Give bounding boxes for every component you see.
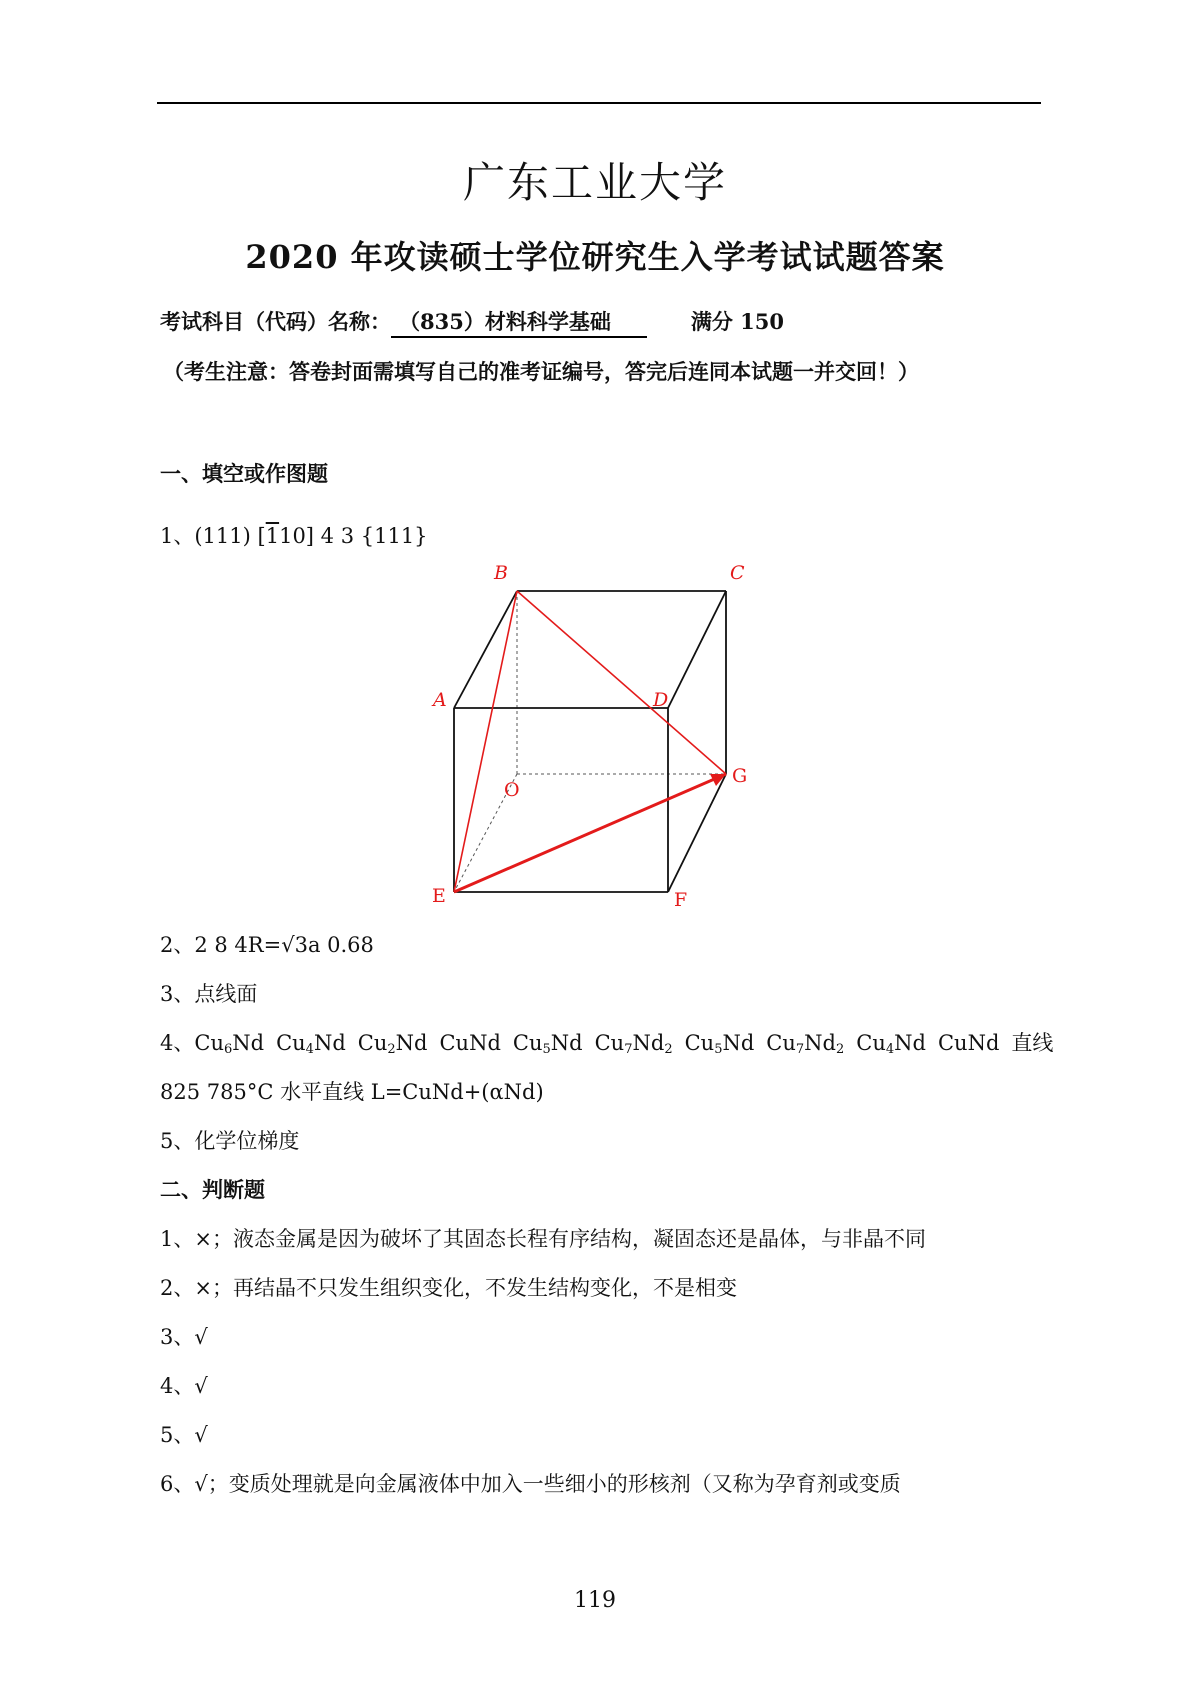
edge-G-F	[668, 774, 726, 892]
subject-label: 考试科目（代码）名称：	[160, 309, 391, 334]
exam-subtitle: 2020 年攻读硕士学位研究生入学考试试题答案	[245, 238, 945, 276]
label-F: F	[674, 889, 688, 911]
overbar-digit: 1	[265, 524, 280, 548]
judgment-6: 6、√；变质处理就是向金属液体中加入一些细小的形核剂（又称为孕育剂或变质	[160, 1472, 901, 1496]
exam-subject-line	[160, 306, 784, 338]
judgment-5: 5、√	[160, 1423, 208, 1447]
answer-1-4-cont: 825 785°C 水平直线 L=CuNd+(αNd)	[160, 1080, 544, 1104]
vector-E-B	[454, 591, 517, 892]
phase-formula: CuNd	[439, 1031, 501, 1055]
label-E: E	[432, 885, 446, 907]
phase-formula: $Cu_2Nd$	[357, 1031, 428, 1057]
judgment-1: 1、×；液态金属是因为破坏了其固态长程有序结构，凝固态还是晶体，与非晶不同	[160, 1227, 926, 1251]
section-1-heading: 一、填空或作图题	[160, 461, 328, 486]
phase-formula: $Cu_5Nd$	[684, 1031, 755, 1057]
page-number: 119	[574, 1588, 616, 1613]
exam-notice: （考生注意：答卷封面需填写自己的准考证编号，答完后连同本试题一并交回！）	[163, 359, 919, 384]
judgment-4: 4、√	[160, 1374, 208, 1398]
label-A: A	[433, 689, 447, 711]
answer-1-3: 3、点线面	[160, 982, 258, 1006]
top-rule	[157, 102, 1041, 104]
phase-formula: $Cu_7Nd_2$	[594, 1031, 673, 1057]
answer-1-2: 2、2 8 4R=√3a 0.68	[160, 933, 374, 957]
label-D: D	[653, 689, 669, 711]
phase-list	[194, 1031, 1011, 1055]
answer-1-4: 4、$Cu_6Nd$ $Cu_4Nd$ $Cu_2Nd$ CuNd $Cu_5Nd$ $Cu_7Nd_2$ $Cu_5Nd$ $Cu_7Nd_2$ $Cu_4Nd$ CuNd 直线	[160, 1031, 1054, 1057]
subject-value: （835）材料科学基础	[391, 306, 647, 338]
answer-tail: 直线	[1011, 1031, 1054, 1055]
section-2-heading: 二、判断题	[160, 1177, 265, 1202]
phase-formula: $Cu_5Nd$	[512, 1031, 583, 1057]
cube-svg	[420, 560, 780, 920]
phase-formula: CuNd	[937, 1031, 1000, 1055]
vector-B-G	[517, 591, 726, 774]
label-O: O	[504, 779, 520, 801]
vector-E-G	[454, 774, 726, 892]
phase-formula: $Cu_6Nd$	[194, 1031, 265, 1057]
edge-A-B	[454, 591, 517, 708]
answer-1-1: 1、(111) [110] 4 3 {111}	[160, 524, 428, 548]
phase-formula: $Cu_4Nd$	[276, 1031, 346, 1057]
phase-formula: $Cu_7Nd_2$	[766, 1031, 845, 1057]
phase-formula: $Cu_4Nd$	[856, 1031, 926, 1057]
university-title: 广东工业大学	[462, 158, 727, 207]
judgment-3: 3、√	[160, 1325, 208, 1349]
edge-C-D	[668, 591, 726, 708]
full-score: 满分 150	[690, 309, 784, 334]
label-B: B	[494, 562, 508, 584]
judgment-2: 2、×；再结晶不只发生组织变化，不发生结构变化，不是相变	[160, 1276, 737, 1300]
label-C: C	[730, 562, 745, 584]
answer-1-5: 5、化学位梯度	[160, 1129, 300, 1153]
cube-diagram	[420, 560, 780, 920]
label-G: G	[732, 765, 748, 787]
